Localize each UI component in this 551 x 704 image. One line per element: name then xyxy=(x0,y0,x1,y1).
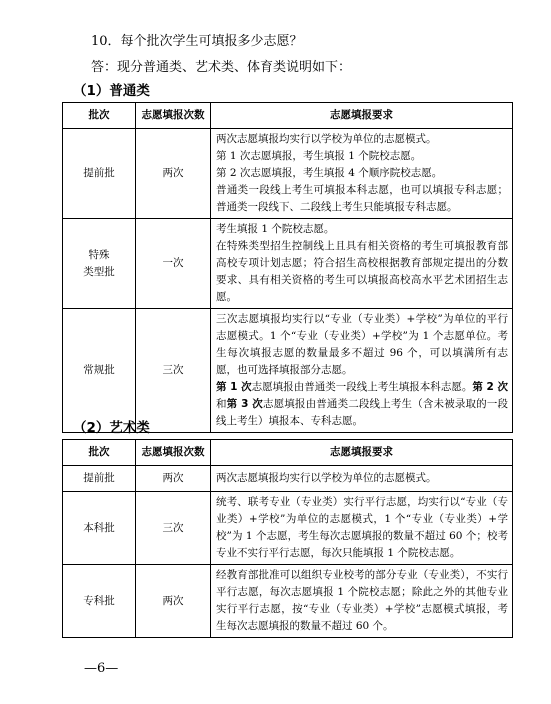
bold-round-2: 第 2 次 xyxy=(472,381,508,393)
requirement-text: 第 2 次志愿填报，考生填报 4 个顺序院校志愿。 xyxy=(216,167,443,179)
requirement-text: 经教育部批准可以组织专业校考的部分专业（专业类），不实行平行志愿，每次志愿填报 1 个院校志愿；除此之外的其他专业实行平行志愿，按“专业（专业类）+学校”志愿模式填报，考生每次志愿填报的数量不超过 60 个。 xyxy=(216,569,508,632)
table-header-row xyxy=(63,440,513,466)
count-cell: 一次 xyxy=(136,219,211,309)
header-count: 志愿填报次数 xyxy=(136,440,211,466)
requirement-cell xyxy=(211,309,513,433)
bold-round-1: 第 1 次 xyxy=(216,381,252,393)
requirement-text: 统考、联考专业（专业类）实行平行志愿，均实行以“专业（专业类）+学校”为单位的志愿模式，1 个“专业（专业类）+学校”为 1 个志愿，考生每次志愿填报的数量不超过 60 个；校考专业不实行平行志愿，每次只能填报 1 个院校志愿。 xyxy=(216,496,508,559)
header-count: 志愿填报次数 xyxy=(136,103,211,129)
answer-intro: 答：现分普通类、艺术类、体育类说明如下： xyxy=(91,60,352,75)
batch-cell: 提前批 xyxy=(63,466,136,492)
batch-cell: 常规批 xyxy=(63,309,136,433)
requirement-cell xyxy=(211,129,513,219)
question-heading: 10．每个批次学生可填报多少志愿？ xyxy=(91,34,303,49)
header-requirement: 志愿填报要求 xyxy=(211,440,513,466)
requirement-text: 在特殊类型招生控制线上且具有相关资格的考生可填报教育部高校专项计划志愿；符合招生高校根据教育部规定提出的分数要求、具有相关资格的考生可以填报高校高水平艺术团招生志愿。 xyxy=(216,240,508,303)
batch-cell: 专科批 xyxy=(63,565,136,638)
table-row xyxy=(63,309,513,433)
batch-label-line1: 特殊 xyxy=(88,248,110,261)
table-row xyxy=(63,492,513,565)
section-title-general: （1）普通类 xyxy=(73,83,150,99)
requirement-text: 两次志愿填报均实行以学校为单位的志愿模式。 xyxy=(216,133,437,145)
art-table xyxy=(62,439,513,638)
requirement-cell xyxy=(211,492,513,565)
table-row xyxy=(63,219,513,309)
batch-cell: 本科批 xyxy=(63,492,136,565)
requirement-text: 考生填报 1 个院校志愿。 xyxy=(216,223,335,235)
requirement-text: 三次志愿填报均实行以“专业（专业类）+学校”为单位的平行志愿模式。1 个“专业（专业类）+学校”为 1 个志愿单位。考生每次填报志愿的数量最多不超过 96 个，可以填满所有志愿，也可选择填报部分志愿。 xyxy=(216,313,508,376)
requirement-text-part: 和 xyxy=(216,398,227,410)
table-row xyxy=(63,129,513,219)
requirement-text-part: 志愿填报由普通类二段线上考生（含未被录取的一段线上考生）填报本、专科志愿。 xyxy=(216,398,509,427)
page-number: —6— xyxy=(84,661,119,676)
header-batch: 批次 xyxy=(63,103,136,129)
count-cell: 三次 xyxy=(136,492,211,565)
table-row xyxy=(63,565,513,638)
bold-round-3: 第 3 次 xyxy=(226,398,263,410)
count-cell: 三次 xyxy=(136,309,211,433)
requirement-text: 普通类一段线上考生可填报本科志愿，也可以填报专科志愿；普通类一段线下、二段线上考生只能填报专科志愿。 xyxy=(216,184,508,213)
requirement-cell xyxy=(211,565,513,638)
requirement-text-part: 志愿填报由普通类一段线上考生填报本科志愿。 xyxy=(251,381,473,393)
requirement-cell xyxy=(211,466,513,492)
batch-cell: 提前批 xyxy=(63,129,136,219)
requirement-text: 两次志愿填报均实行以学校为单位的志愿模式。 xyxy=(216,472,437,484)
batch-label-line2: 类型批 xyxy=(83,265,115,278)
header-batch: 批次 xyxy=(63,440,136,466)
count-cell: 两次 xyxy=(136,129,211,219)
batch-cell xyxy=(63,219,136,309)
section-title-art: （2）艺术类 xyxy=(73,420,150,436)
table-row xyxy=(63,466,513,492)
table-header-row xyxy=(63,103,513,129)
requirement-text: 第 1 次志愿填报，考生填报 1 个院校志愿。 xyxy=(216,150,422,162)
requirement-cell xyxy=(211,219,513,309)
count-cell: 两次 xyxy=(136,565,211,638)
general-table xyxy=(62,102,513,433)
header-requirement: 志愿填报要求 xyxy=(211,103,513,129)
requirement-text xyxy=(216,379,508,430)
count-cell: 两次 xyxy=(136,466,211,492)
